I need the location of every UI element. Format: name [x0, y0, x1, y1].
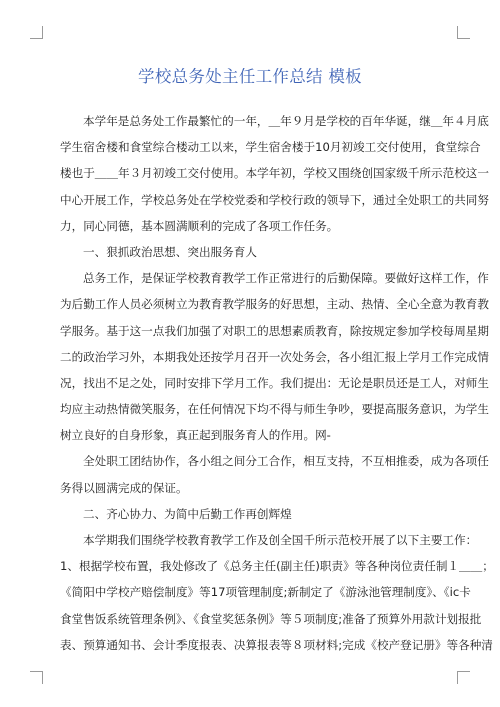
body-line: 总务工作，是保证学校教育教学工作正常进行的后勤保障。要做好这样工作，作 — [83, 271, 489, 286]
body-line: 二的政治学习外，本期我处还按学月召开一次处务会，各小组汇报上学月工作完成情 — [60, 349, 489, 364]
body-line: 务得以圆满完成的保证。 — [60, 480, 188, 495]
body-line: 中心开展工作，学校总务处在学校党委和学校行政的领导下，通过全处职工的共同努 — [60, 192, 489, 207]
crop-mark-top-left — [30, 26, 43, 39]
body-line: 况，找出不足之处，同时安排下学月工作。我们提出：无论是职员还是工人，对师生 — [60, 375, 489, 390]
body-line: 力，同心同德，基本圆满顺利的完成了各项工作任务。 — [60, 218, 339, 233]
body-line: 食堂售饭系统管理条例》、《食堂奖惩条例》等５项制度;准备了预算外用款计划报批 — [60, 611, 482, 626]
section-heading: 二、齐心协力、为简中后勤工作再创辉煌 — [83, 506, 292, 521]
document-title: 学校总务处主任工作总结 模板 — [138, 67, 362, 86]
body-line: 树立良好的自身形象，真正起到服务育人的作用。网- — [60, 428, 331, 443]
body-line: 均应主动热情微笑服务，在任何情况下均不得与师生争吵，要提高服务意识，为学生 — [60, 402, 489, 417]
body-line: 为后勤工作人员必须树立为教育教学服务的好思想，主动、热情、全心全意为教育教 — [60, 297, 489, 312]
document-body — [60, 108, 494, 658]
body-line: 全处职工团结协作，各小组之间分工合作，相互支持，不互相推委，成为各项任 — [83, 454, 489, 469]
section-heading: 一、狠抓政治思想、突出服务育人 — [83, 244, 257, 259]
crop-mark-top-right — [457, 26, 470, 39]
body-line: 表、预算通知书、会计季度报表、决算报表等８项材料;完成《校产登记册》等各种清 — [60, 637, 493, 652]
body-line: 1、根据学校布置，我处修改了《总务主任(副主任)职责》等各种岗位责任制１＿＿； — [60, 559, 494, 574]
body-line: 《简阳中学校产赔偿制度》等17项管理制度;新制定了《游泳池管理制度》、《ic卡 — [60, 585, 471, 600]
body-line: 本学年是总务处工作最繁忙的一年，＿年９月是学校的百年华诞，继＿年４月底 — [83, 114, 489, 128]
crop-mark-bottom-left — [30, 671, 43, 684]
body-line: 楼也于＿＿年３月初竣工交付使用。本学年初，学校又围绕创国家级千所示范校这一 — [60, 166, 489, 181]
body-line: 学服务。基于这一点我们加强了对职工的思想素质教育，除按规定参加学校每周星期 — [60, 323, 489, 338]
body-line: 本学期我们围绕学校教育教学工作及创全国千所示范校开展了以下主要工作： — [83, 533, 478, 547]
body-line: 学生宿舍楼和食堂综合楼动工以来，学生宿舍楼于10月初竣工交付使用，食堂综合 — [60, 140, 481, 155]
crop-mark-bottom-right — [457, 671, 470, 684]
